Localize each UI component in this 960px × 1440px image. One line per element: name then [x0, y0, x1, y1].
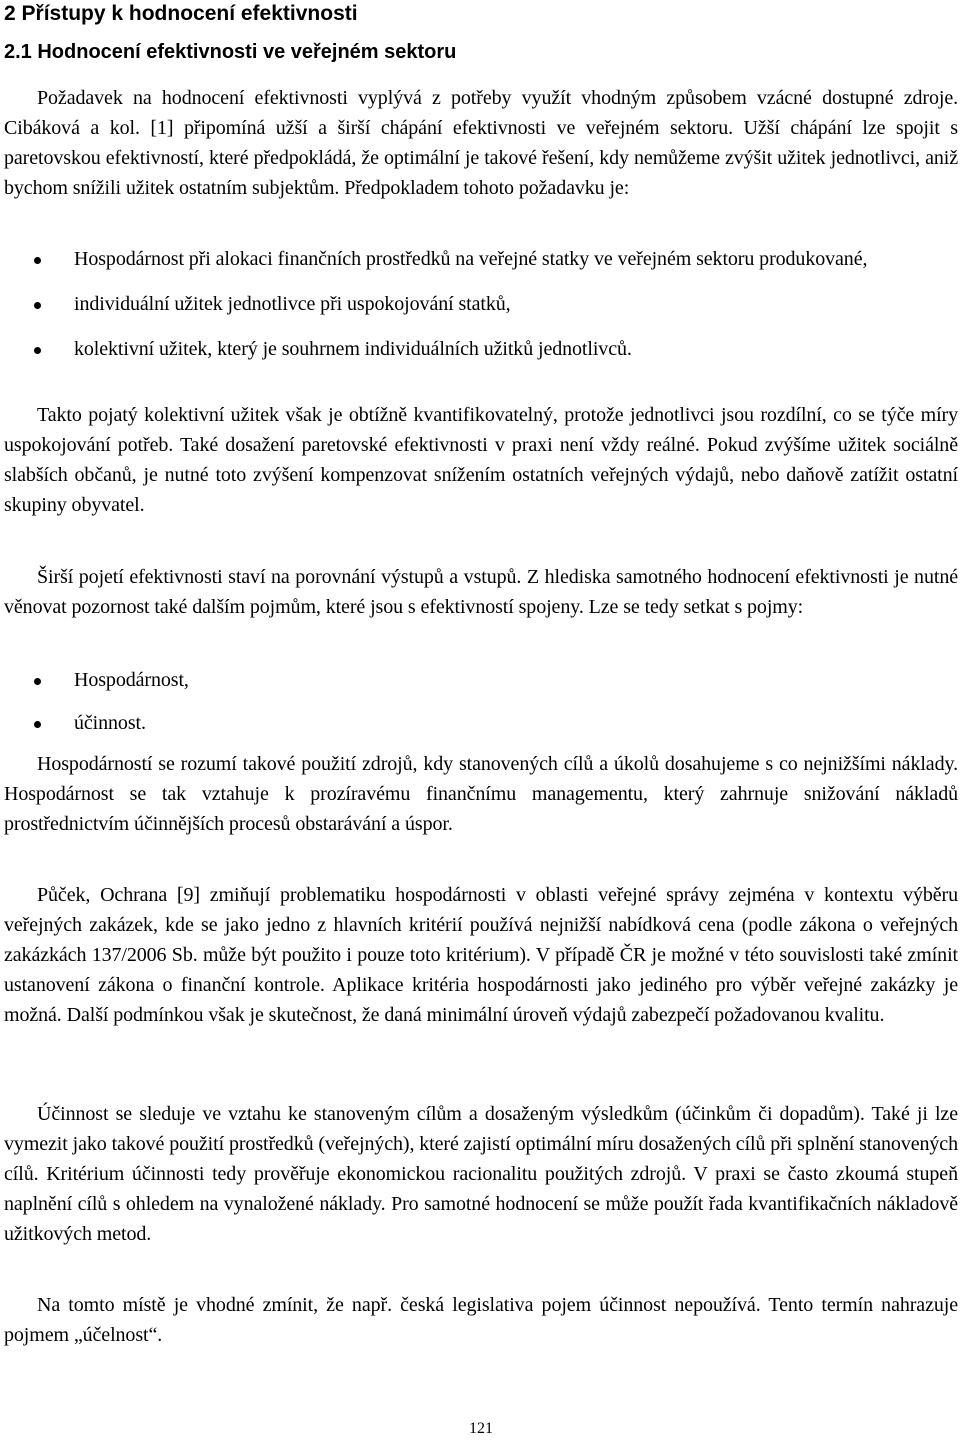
- list-item-text: Hospodárnost při alokaci finančních prostředků na veřejné statky ve veřejném sektoru produkované,: [74, 248, 868, 270]
- paragraph-intro: Požadavek na hodnocení efektivnosti vyplývá z potřeby využít vhodným způsobem vzácné dostupné zdroje. Cibáková a kol. [1] připomíná užší a širší chápání efektivnosti ve veřejném sektoru. Užší chápání lze spojit s paretovskou efektivností, které předpokládá, že optimální je takové řešení, kdy nemůžeme zvýšit užitek jednotlivci, aniž bychom snížili užitek ostatním subjektům. Předpokladem tohoto požadavku je:: [4, 87, 958, 199]
- document-page: [4, 0, 958, 1440]
- page-number: 121: [469, 1420, 493, 1437]
- list-item: [4, 289, 958, 319]
- bullet-icon: [34, 678, 41, 685]
- section-heading: 2.1 Hodnocení efektivnosti ve veřejném sektoru: [4, 41, 457, 63]
- chapter-heading: 2 Přístupy k hodnocení efektivnosti: [4, 2, 358, 25]
- list-item: [4, 708, 958, 738]
- bullet-icon: [34, 347, 41, 354]
- paragraph-public-procurement: Půček, Ochrana [9] zmiňují problematiku hospodárnosti v oblasti veřejné správy zejména v kontextu výběru veřejných zakázek, kde se jako jedno z hlavních kritérií používá nejnižší nabídková cena (podle zákona o veřejných zakázkách 137/2006 Sb. může být použito i pouze toto kritérium). V případě ČR je možné v této souvislosti také zmínit ustanovení zákona o finanční kontrole. Aplikace kritéria hospodárnosti jako jediného pro výběr veřejné zakázky je možná. Další podmínkou však je skutečnost, že daná minimální úroveň výdajů zabezpečí požadovanou kvalitu.: [4, 884, 958, 1026]
- bullet-list-concepts: [4, 665, 958, 738]
- list-item: [4, 334, 958, 364]
- bullet-list-requirements: [4, 244, 958, 364]
- paragraph-effectiveness: Účinnost se sleduje ve vztahu ke stanoveným cílům a dosaženým výsledkům (účinkům či dopadům). Také ji lze vymezit jako takové použití prostředků (veřejných), které zajistí optimální míru dosažených cílů při splnění stanovených cílů. Kritérium účinnosti tedy prověřuje ekonomickou racionalitu použitých zdrojů. V praxi se často zkoumá stupeň naplnění cílů s ohledem na vynaložené náklady. Pro samotné hodnocení se může použít řada kvantifikačních nákladově užitkových metod.: [4, 1103, 958, 1245]
- bullet-icon: [34, 302, 41, 309]
- paragraph-legislation-note: Na tomto místě je vhodné zmínit, že např. česká legislativa pojem účinnost nepoužívá. Tento termín nahrazuje pojmem „účelnost“.: [4, 1294, 958, 1346]
- list-item-text: účinnost.: [74, 712, 146, 734]
- list-item: [4, 665, 958, 695]
- list-item: [4, 244, 958, 274]
- paragraph-collective-utility: Takto pojatý kolektivní užitek však je obtížně kvantifikovatelný, protože jednotlivci jsou rozdílní, co se týče míry uspokojování potřeb. Také dosažení paretovské efektivnosti v praxi není vždy reálné. Pokud zvýšíme užitek sociálně slabších občanů, je nutné toto zvýšení kompenzovat snížením ostatních veřejných výdajů, nebo daňově zatížit ostatní skupiny obyvatel.: [4, 404, 958, 516]
- list-item-text: individuální užitek jednotlivce při uspokojování statků,: [74, 293, 511, 315]
- paragraph-broader-concept: Širší pojetí efektivnosti staví na porovnání výstupů a vstupů. Z hlediska samotného hodnocení efektivnosti je nutné věnovat pozornost také dalším pojmům, které jsou s efektivností spojeny. Lze se tedy setkat s pojmy:: [4, 566, 958, 618]
- bullet-icon: [34, 257, 41, 264]
- bullet-icon: [34, 721, 41, 728]
- list-item-text: kolektivní užitek, který je souhrnem individuálních užitků jednotlivců.: [74, 338, 632, 360]
- list-item-text: Hospodárnost,: [74, 669, 189, 691]
- paragraph-economy: Hospodárností se rozumí takové použití zdrojů, kdy stanovených cílů a úkolů dosahujeme s co nejnižšími náklady. Hospodárnost se tak vztahuje k prozíravému finančnímu managementu, který zahrnuje snižování nákladů prostřednictvím účinnějších procesů obstarávání a úspor.: [4, 753, 958, 835]
